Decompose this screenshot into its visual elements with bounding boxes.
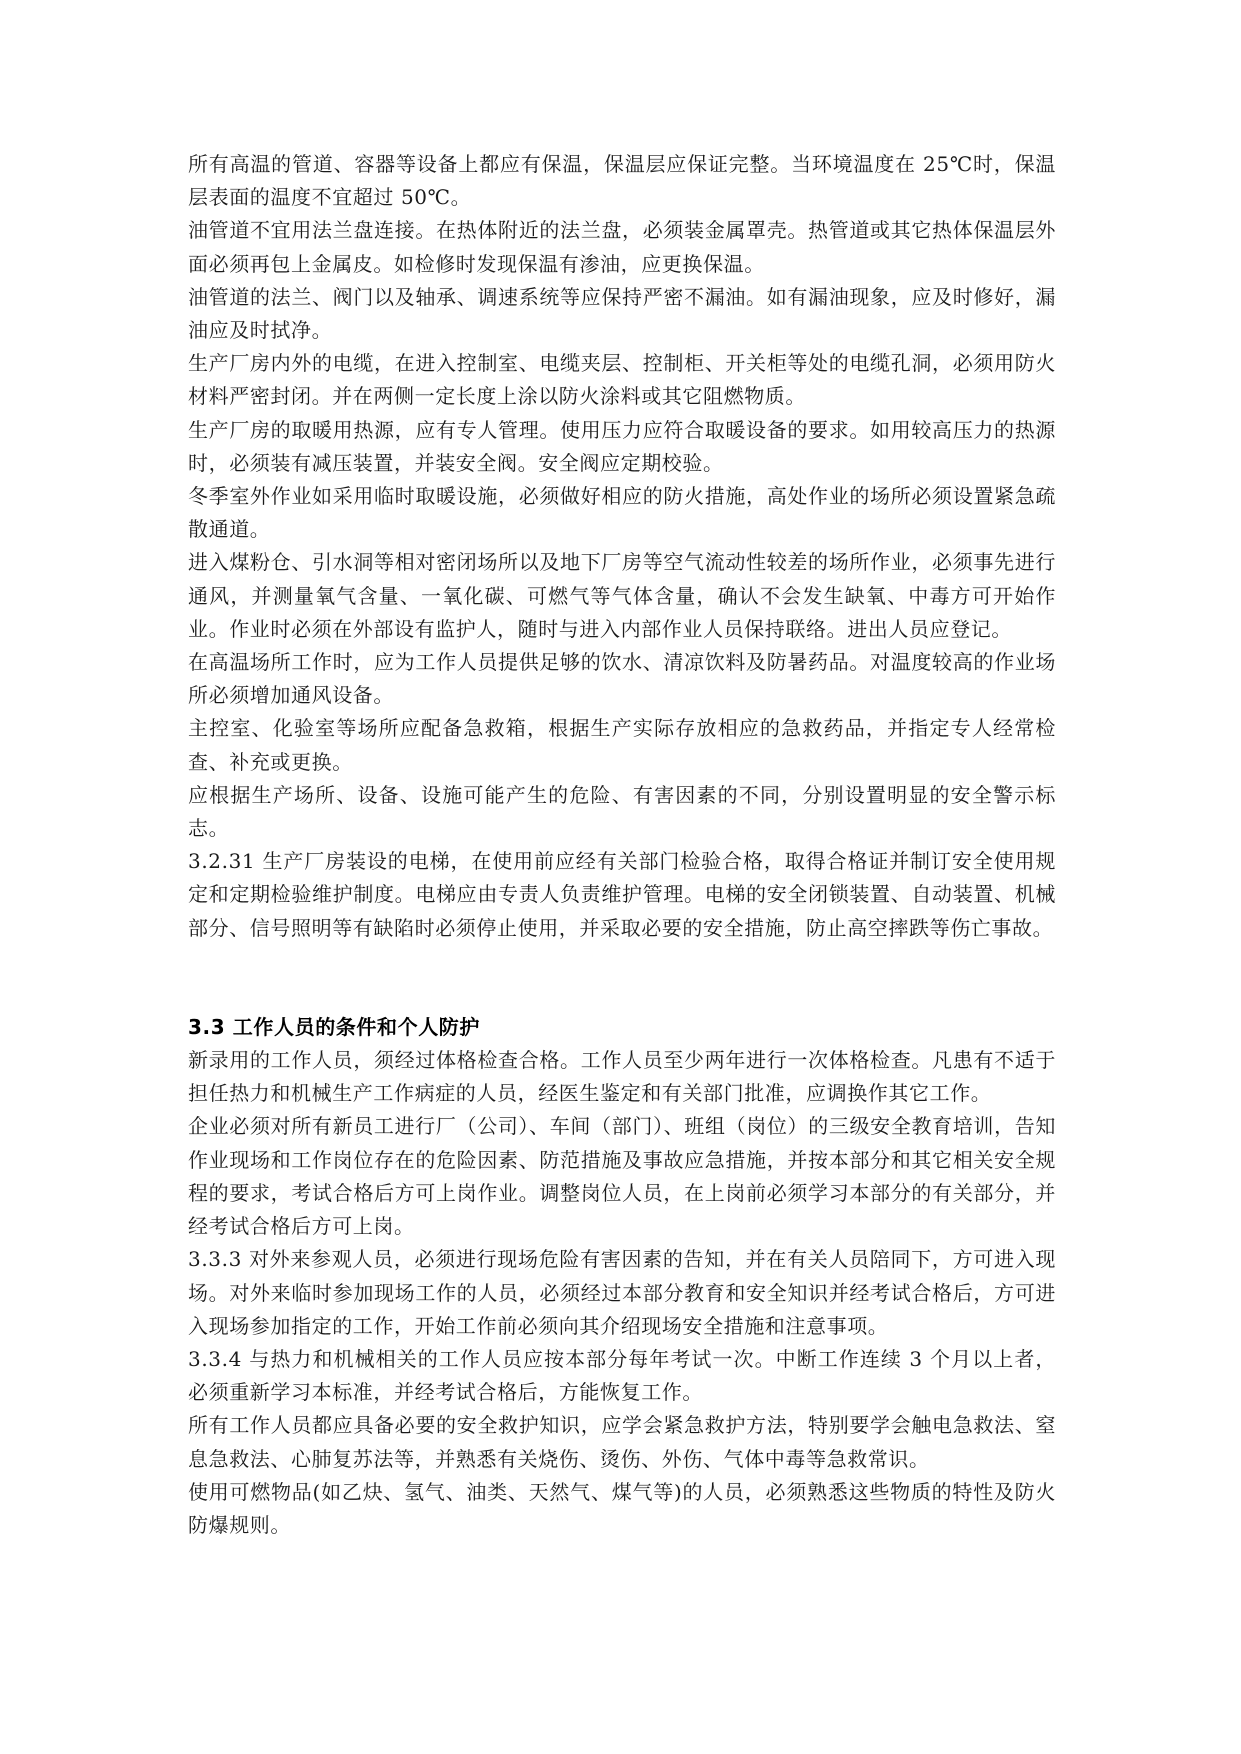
section-heading: 3.3 工作人员的条件和个人防护 <box>188 1014 480 1039</box>
paragraph-confined-space: 进入煤粉仓、引水洞等相对密闭场所以及地下厂房等空气流动性较差的场所作业，必须事先进行通风，并测量氧气含量、一氧化碳、可燃气等气体含量，确认不会发生缺氧、中毒方可开始作业。作业时必须在外部设有监护人，随时与进入内部作业人员保持联络。进出人员应登记。 <box>188 550 1056 641</box>
paragraph-insulation: 所有高温的管道、容器等设备上都应有保温，保温层应保证完整。当环境温度在 25℃时，保温层表面的温度不宜超过 50℃。 <box>188 152 1056 210</box>
paragraph-oil-pipe-flange: 油管道不宜用法兰盘连接。在热体附近的法兰盘，必须装金属罩壳。热管道或其它热体保温层外面必须再包上金属皮。如检修时发现保温有渗油，应更换保温。 <box>188 218 1056 276</box>
paragraph-oil-leak: 油管道的法兰、阀门以及轴承、调速系统等应保持严密不漏油。如有漏油现象，应及时修好，漏油应及时拭净。 <box>188 284 1056 343</box>
paragraph-warning-signs: 应根据生产场所、设备、设施可能产生的危险、有害因素的不同，分别设置明显的安全警示标志。 <box>188 782 1056 841</box>
document-page <box>188 148 1056 1542</box>
paragraph-medical-exam: 新录用的工作人员，须经过体格检查合格。工作人员至少两年进行一次体格检查。凡患有不适于担任热力和机械生产工作病症的人员，经医生鉴定和有关部门批准，应调换作其它工作。 <box>188 1048 1056 1106</box>
paragraph-elevator: 3.2.31 生产厂房装设的电梯，在使用前应经有关部门检验合格，取得合格证并制订安全使用规定和定期检验维护制度。电梯应由专责人负责维护管理。电梯的安全闭锁装置、自动装置、机械部分、信号照明等有缺陷时必须停止使用，并采取必要的安全措施，防止高空摔跌等伤亡事故。 <box>188 849 1056 940</box>
paragraph-safety-training: 企业必须对所有新员工进行厂（公司）、车间（部门）、班组（岗位）的三级安全教育培训，告知作业现场和工作岗位存在的危险因素、防范措施及事故应急措施，并按本部分和其它相关安全规程的要求，考试合格后方可上岗作业。调整岗位人员，在上岗前必须学习本部分的有关部分，并经考试合格后方可上岗。 <box>188 1114 1056 1239</box>
paragraph-high-temperature: 在高温场所工作时，应为工作人员提供足够的饮水、清凉饮料及防暑药品。对温度较高的作业场所必须增加通风设备。 <box>188 650 1056 708</box>
paragraph-flammable-materials: 使用可燃物品(如乙炔、氢气、油类、天然气、煤气等)的人员，必须熟悉这些物质的特性及防火防爆规则。 <box>188 1479 1056 1537</box>
paragraph-winter-work: 冬季室外作业如采用临时取暖设施，必须做好相应的防火措施，高处作业的场所必须设置紧急疏散通道。 <box>188 484 1056 542</box>
paragraph-rescue-knowledge: 所有工作人员都应具备必要的安全救护知识，应学会紧急救护方法，特别要学会触电急救法、窒息急救法、心肺复苏法等，并熟悉有关烧伤、烫伤、外伤、气体中毒等急救常识。 <box>188 1413 1056 1471</box>
paragraph-annual-exam: 3.3.4 与热力和机械相关的工作人员应按本部分每年考试一次。中断工作连续 3 个月以上者，必须重新学习本标准，并经考试合格后，方能恢复工作。 <box>188 1346 1056 1405</box>
paragraph-cable-sealing: 生产厂房内外的电缆，在进入控制室、电缆夹层、控制柜、开关柜等处的电缆孔洞，必须用防火材料严密封闭。并在两侧一定长度上涂以防火涂料或其它阻燃物质。 <box>188 351 1056 409</box>
paragraph-heating-source: 生产厂房的取暖用热源，应有专人管理。使用压力应符合取暖设备的要求。如用较高压力的热源时，必须装有减压装置，并装安全阀。安全阀应定期校验。 <box>188 417 1056 475</box>
section-spacer <box>188 945 1056 1011</box>
paragraph-visitors: 3.3.3 对外来参观人员，必须进行现场危险有害因素的告知，并在有关人员陪同下，方可进入现场。对外来临时参加现场工作的人员，必须经过本部分教育和安全知识并经考试合格后，方可进入现场参加指定的工作，开始工作前必须向其介绍现场安全措施和注意事项。 <box>188 1247 1056 1338</box>
paragraph-first-aid-kit: 主控室、化验室等场所应配备急救箱，根据生产实际存放相应的急救药品，并指定专人经常检查、补充或更换。 <box>188 716 1056 774</box>
